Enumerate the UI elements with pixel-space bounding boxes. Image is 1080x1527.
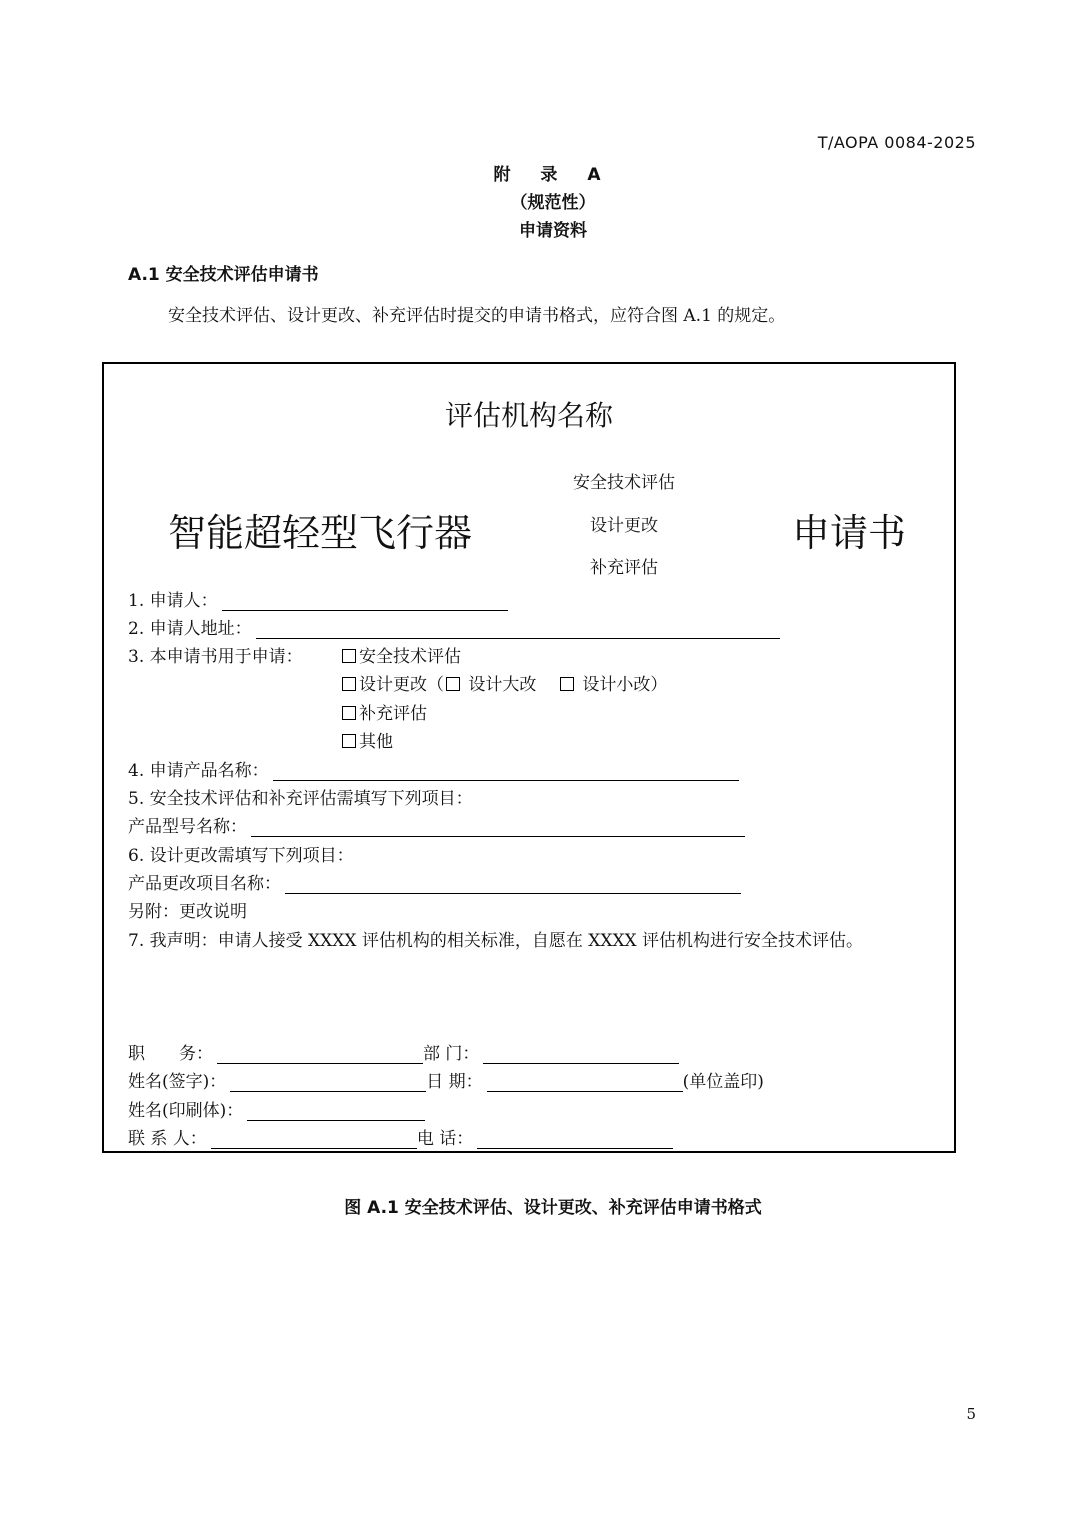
- form-application-label: 申请书: [791, 511, 906, 555]
- option-change-label: 设计更改（: [359, 675, 444, 695]
- form-product-title: 智能超轻型飞行器: [168, 511, 473, 555]
- section-paragraph: 安全技术评估、设计更改、补充评估时提交的申请书格式，应符合图 A.1 的规定。: [168, 306, 786, 326]
- field-address[interactable]: [256, 620, 780, 639]
- checkbox-change[interactable]: [342, 677, 356, 691]
- row-item5: [128, 784, 473, 809]
- option-change: [340, 670, 667, 695]
- label-address: 2. 申请人地址：: [128, 619, 252, 639]
- option-other: [340, 727, 393, 752]
- label-item5: 5. 安全技术评估和补充评估需填写下列项目：: [128, 789, 473, 809]
- field-dept[interactable]: [483, 1045, 679, 1064]
- option-supplement-label: 补充评估: [359, 704, 427, 724]
- field-product-name[interactable]: [273, 762, 739, 781]
- label-name-sign: 姓名(签字)：: [128, 1072, 227, 1092]
- option-minor-label: 设计小改）: [577, 675, 668, 695]
- row-declare: [128, 926, 863, 951]
- field-model-name[interactable]: [251, 818, 745, 837]
- row-item6: [128, 841, 354, 866]
- figure-caption: 图 A.1 安全技术评估、设计更改、补充评估申请书格式: [344, 1198, 762, 1218]
- row-change-item: [128, 869, 741, 894]
- label-applicant: 1. 申请人：: [128, 591, 218, 611]
- form-org-name: 评估机构名称: [444, 399, 613, 432]
- row-contact: [128, 1124, 673, 1149]
- appendix-name: 申请资料: [519, 221, 587, 241]
- label-product-name: 4. 申请产品名称：: [128, 761, 269, 781]
- checkbox-safety[interactable]: [342, 649, 356, 663]
- label-declare: 7. 我声明：申请人接受 XXXX 评估机构的相关标准，自愿在 XXXX 评估机构进行安全技术评估。: [128, 931, 864, 951]
- field-date[interactable]: [487, 1073, 683, 1092]
- field-phone[interactable]: [477, 1130, 673, 1149]
- option-safety: [340, 642, 461, 667]
- label-attach: 另附：更改说明: [128, 902, 247, 922]
- application-form: [102, 362, 956, 1153]
- label-date: 日 期：: [426, 1072, 483, 1092]
- option-safety-label: 安全技术评估: [359, 647, 461, 667]
- option-other-label: 其他: [359, 732, 393, 752]
- label-phone: 电 话：: [416, 1129, 474, 1149]
- label-position: 职 务：: [128, 1044, 213, 1064]
- label-purpose: 3. 本申请书用于申请：: [128, 647, 303, 667]
- label-item6: 6. 设计更改需填写下列项目：: [128, 846, 354, 866]
- form-type-supplement: 补充评估: [590, 558, 658, 578]
- row-address: [128, 614, 780, 639]
- row-purpose: [128, 642, 303, 667]
- row-name-sign: [128, 1067, 764, 1092]
- row-name-print: [128, 1096, 425, 1121]
- field-position[interactable]: [217, 1045, 423, 1064]
- label-change-item: 产品更改项目名称：: [128, 874, 281, 894]
- checkbox-supplement[interactable]: [342, 706, 356, 720]
- form-type-change: 设计更改: [590, 516, 658, 536]
- checkbox-minor[interactable]: [560, 677, 574, 691]
- checkbox-other[interactable]: [342, 734, 356, 748]
- page-number: 5: [966, 1405, 976, 1423]
- label-model-name: 产品型号名称：: [128, 817, 247, 837]
- field-name-sign[interactable]: [230, 1073, 426, 1092]
- row-model-name: [128, 812, 745, 837]
- row-position: [128, 1039, 679, 1064]
- appendix-title: 附 录 A: [493, 165, 613, 185]
- checkbox-major[interactable]: [446, 677, 460, 691]
- row-product-name: [128, 756, 739, 781]
- field-applicant[interactable]: [222, 592, 508, 611]
- label-dept: 部 门：: [423, 1044, 480, 1064]
- field-name-print[interactable]: [247, 1102, 425, 1121]
- appendix-nature: （规范性）: [510, 193, 596, 213]
- document-code: T/AOPA 0084-2025: [817, 133, 976, 152]
- section-heading: A.1 安全技术评估申请书: [128, 265, 319, 285]
- field-change-item[interactable]: [285, 875, 741, 894]
- form-type-safety: 安全技术评估: [573, 473, 675, 493]
- row-attach: [128, 897, 247, 922]
- label-seal: (单位盖印): [682, 1072, 764, 1092]
- label-contact: 联 系 人：: [128, 1129, 207, 1149]
- option-major-label: 设计大改: [463, 675, 537, 695]
- field-contact[interactable]: [211, 1130, 417, 1149]
- option-supplement: [340, 699, 427, 724]
- row-applicant: [128, 586, 508, 611]
- label-name-print: 姓名(印刷体)：: [128, 1101, 244, 1121]
